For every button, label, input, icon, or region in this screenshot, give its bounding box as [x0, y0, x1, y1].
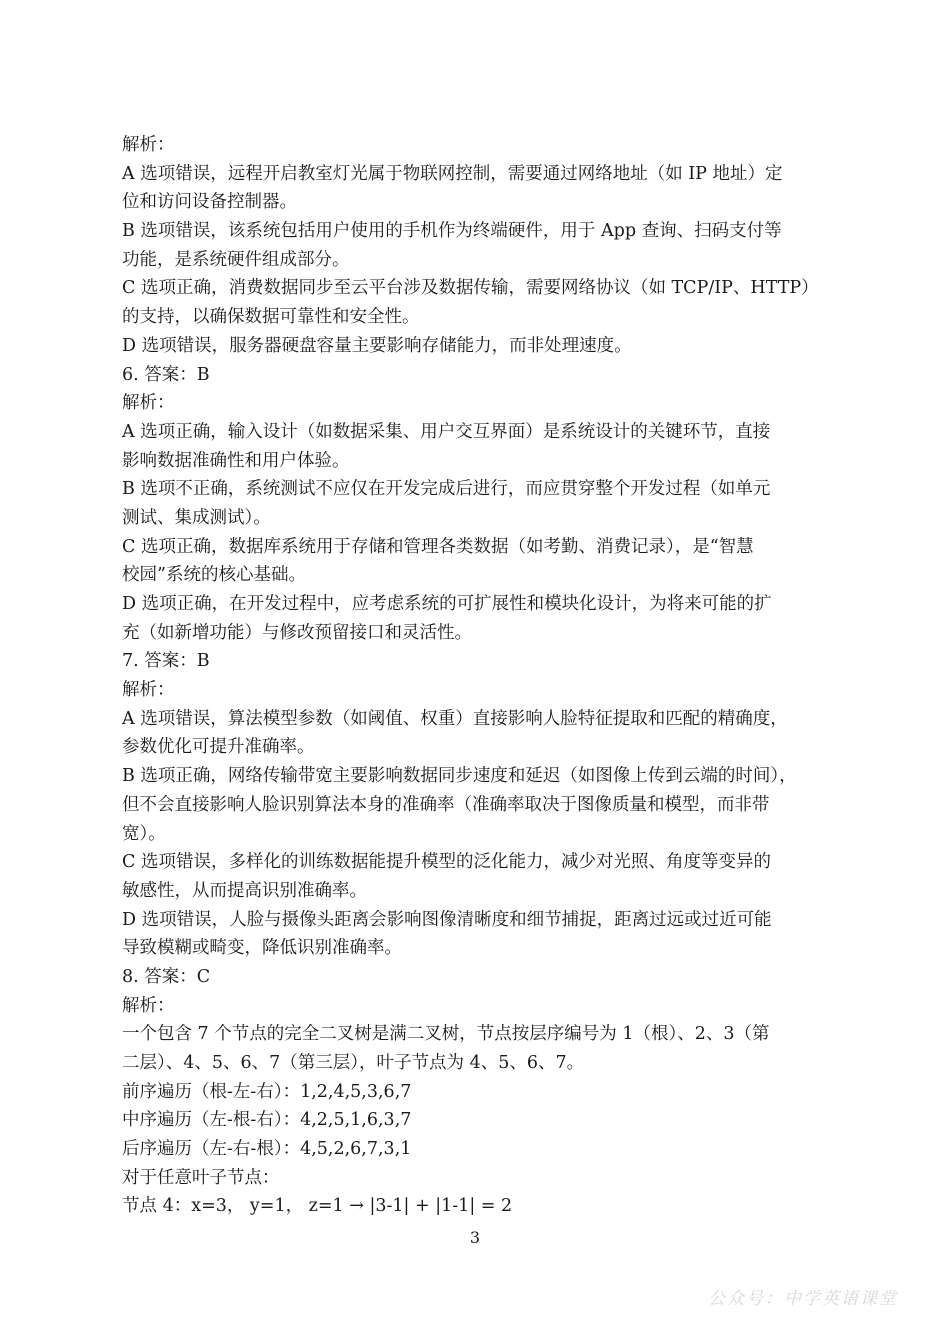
text-line: 解析： [122, 995, 175, 1016]
document-body [122, 131, 834, 1221]
answer-line: 8. 答案：C [122, 966, 211, 987]
text-line: 但不会直接影响人脸识别算法本身的准确率（准确率取决于图像质量和模型，而非带 [122, 794, 770, 815]
text-line: 节点 4：x=3， y=1， z=1 → |3-1| + |1-1| = 2 [122, 1196, 513, 1217]
text-line: 位和访问设备控制器。 [122, 192, 297, 213]
text-line: 宽）。 [122, 823, 166, 844]
answer-line: 6. 答案：B [122, 364, 210, 385]
text-line: A 选项正确，输入设计（如数据采集、用户交互界面）是系统设计的关键环节，直接 [122, 421, 771, 442]
text-line: C 选项错误，多样化的训练数据能提升模型的泛化能力，减少对光照、角度等变异的 [122, 852, 771, 873]
text-line: 测试、集成测试）。 [122, 507, 271, 528]
text-line: 功能，是系统硬件组成部分。 [122, 249, 350, 270]
text-line: 解析： [122, 135, 175, 155]
text-line: A 选项错误，算法模型参数（如阈值、权重）直接影响人脸特征提取和匹配的精确度， [122, 708, 788, 729]
text-line: B 选项正确，网络传输带宽主要影响数据同步速度和延迟（如图像上传到云端的时间）， [122, 766, 797, 787]
watermark-text: 公众号：中学英语课堂 [708, 1289, 898, 1309]
text-line: 充（如新增功能）与修改预留接口和灵活性。 [122, 622, 472, 643]
text-line: A 选项错误，远程开启教室灯光属于物联网控制，需要通过网络地址（如 IP 地址）定 [122, 163, 783, 184]
text-line: 解析： [122, 393, 175, 414]
answer-line: 7. 答案：B [122, 651, 210, 672]
text-line: 后序遍历（左-右-根）：4,5,2,6,7,3,1 [122, 1139, 412, 1160]
text-line: B 选项不正确，系统测试不应仅在开发完成后进行，而应贯穿整个开发过程（如单元 [122, 479, 771, 500]
text-line: C 选项正确，消费数据同步至云平台涉及数据传输，需要网络协议（如 TCP/IP、HTTP） [122, 278, 819, 299]
text-line: 的支持，以确保数据可靠性和安全性。 [122, 307, 420, 328]
text-line: 前序遍历（根-左-右）：1,2,4,5,3,6,7 [122, 1081, 412, 1102]
text-line: D 选项正确，在开发过程中，应考虑系统的可扩展性和模块化设计，为将来可能的扩 [122, 594, 772, 614]
page-number: 3 [469, 1228, 481, 1247]
text-line: 参数优化可提升准确率。 [122, 737, 315, 758]
text-line: 一个包含 7 个节点的完全二叉树是满二叉树，节点按层序编号为 1（根）、2、3（第 [122, 1024, 770, 1045]
text-line: 影响数据准确性和用户体验。 [122, 450, 350, 471]
text-line: 敏感性，从而提高识别准确率。 [122, 880, 367, 901]
text-line: 解析： [122, 680, 175, 701]
text-line: 中序遍历（左-根-右）：4,2,5,1,6,3,7 [122, 1110, 412, 1131]
text-line: 对于任意叶子节点： [122, 1167, 280, 1188]
text-line: D 选项错误，人脸与摄像头距离会影响图像清晰度和细节捕捉，距离过远或过近可能 [122, 909, 772, 930]
text-line: 导致模糊或畸变，降低识别准确率。 [122, 938, 402, 959]
text-line: B 选项错误，该系统包括用户使用的手机作为终端硬件，用于 App 查询、扫码支付等 [122, 221, 782, 242]
text-line: D 选项错误，服务器硬盘容量主要影响存储能力，而非处理速度。 [122, 335, 632, 356]
text-line: 二层）、4、5、6、7（第三层），叶子节点为 4、5、6、7。 [122, 1053, 585, 1073]
text-line: 校园”系统的核心基础。 [122, 565, 306, 586]
text-line: C 选项正确，数据库系统用于存储和管理各类数据（如考勤、消费记录），是“智慧 [122, 536, 754, 557]
